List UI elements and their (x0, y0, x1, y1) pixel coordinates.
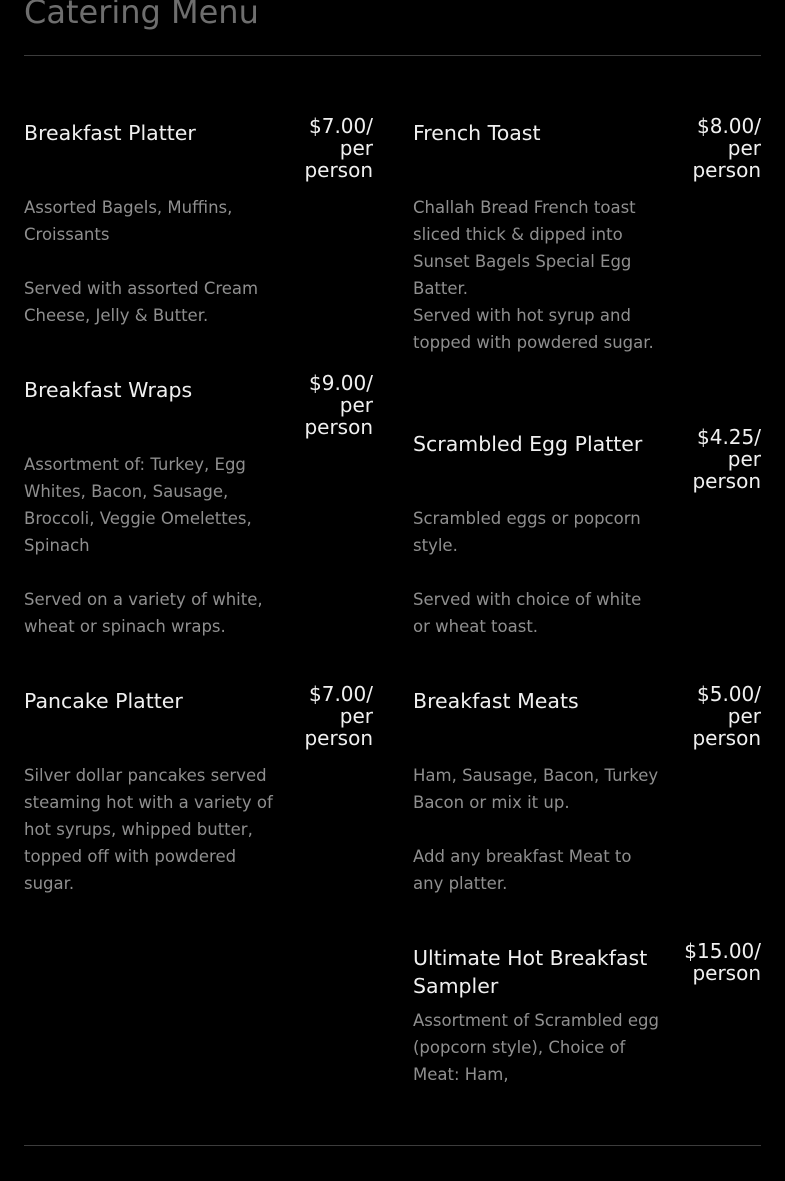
item-description (24, 194, 274, 329)
item-price: $7.00/ per person (304, 114, 373, 182)
item-description-line: Served with assorted Cream Cheese, Jelly & Butter. (24, 279, 259, 325)
item-description-line: Add any breakfast Meat to any platter. (413, 847, 632, 893)
item-description-line: Ham, Sausage, Bacon, Turkey Bacon or mix it up. (413, 766, 659, 812)
item-price: $7.00/ per person (304, 682, 373, 750)
item-description-line: Assortment of: Turkey, Egg Whites, Bacon, Sausage, Broccoli, Veggie Omelettes, Spinach (24, 455, 252, 555)
item-title: Scrambled Egg Platter (413, 432, 643, 456)
item-description-line: Assorted Bagels, Muffins, Croissants (24, 198, 233, 244)
item-description (24, 451, 264, 640)
menu-item-breakfast-meats (413, 682, 761, 907)
item-title: Breakfast Platter (24, 121, 196, 145)
item-description-line: Served on a variety of white, wheat or spinach wraps. (24, 590, 263, 636)
menu-item-ultimate-hot-breakfast-sampler (413, 939, 761, 1094)
item-title: Ultimate Hot Breakfast Sampler (413, 946, 648, 998)
item-description (413, 1007, 663, 1088)
item-description-line: Assortment of Scrambled egg (popcorn style), Choice of Meat: Ham, (413, 1011, 659, 1084)
menu-item-breakfast-platter (24, 114, 373, 339)
item-price: $5.00/ per person (692, 682, 761, 750)
item-price: $9.00/ per person (304, 371, 373, 439)
item-title: Breakfast Wraps (24, 378, 193, 402)
item-title: Pancake Platter (24, 689, 183, 713)
menu-item-pancake-platter (24, 682, 373, 907)
menu-item-scrambled-egg-platter (413, 425, 761, 646)
title-divider (24, 55, 761, 56)
item-price: $8.00/ per person (692, 114, 761, 182)
item-description (413, 194, 658, 356)
item-price: $4.25/ per person (692, 425, 761, 493)
menu-item-breakfast-wraps (24, 371, 373, 646)
item-description-line: Served with hot syrup and topped with powdered sugar. (413, 306, 654, 352)
item-description-line: Challah Bread French toast sliced thick & dipped into Sunset Bagels Special Egg Batter. (413, 198, 636, 298)
item-description (413, 762, 663, 897)
menu-item-french-toast (413, 114, 761, 359)
item-title: French Toast (413, 121, 541, 145)
footer-divider (24, 1145, 761, 1146)
item-description (413, 505, 663, 640)
item-description (24, 762, 274, 897)
item-title: Breakfast Meats (413, 689, 579, 713)
item-price: $15.00/ person (684, 939, 761, 985)
item-description-line: Scrambled eggs or popcorn style. (413, 509, 641, 555)
item-description-line: Silver dollar pancakes served steaming hot with a variety of hot syrups, whipped butter, topped off with powdered sugar. (24, 766, 273, 893)
item-description-line: Served with choice of white or wheat toast. (413, 590, 642, 636)
page-title: Catering Menu (24, 0, 259, 31)
